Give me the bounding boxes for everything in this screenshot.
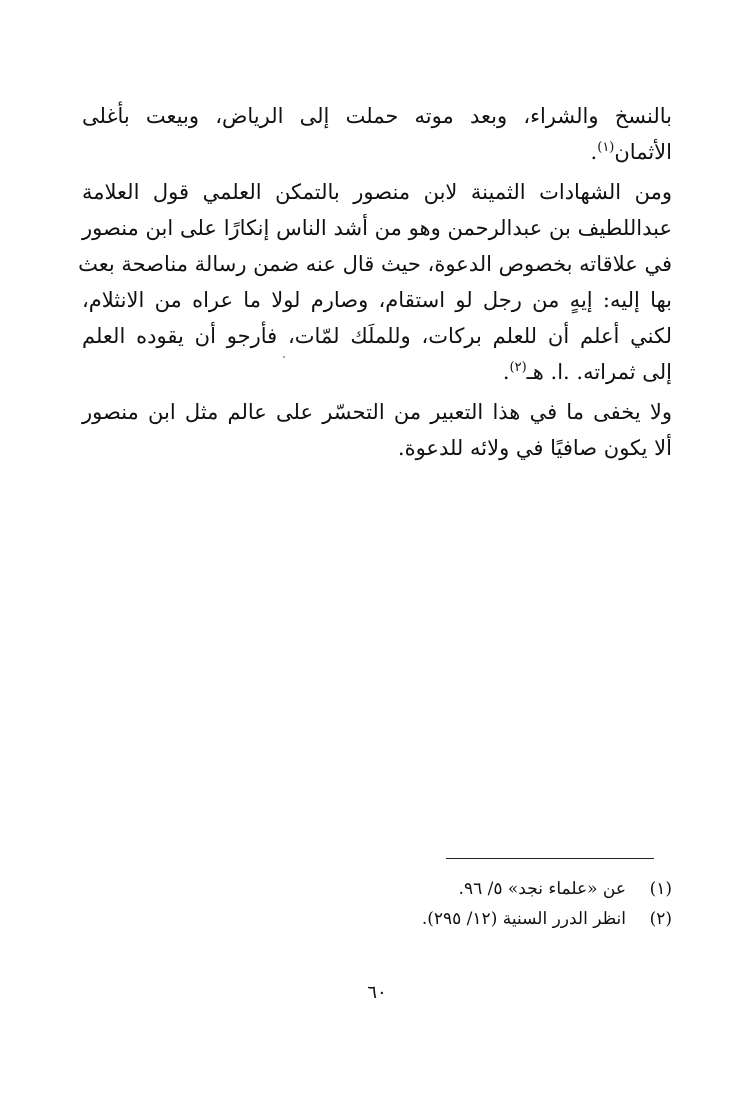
paragraph-2-line-1: ومن الشهادات الثمينة لابن منصور بالتمكن العلمي قول العلامة bbox=[82, 180, 672, 204]
footnote-1-text: عن «علماء نجد» ٥/ ٩٦. bbox=[458, 879, 626, 899]
page-number: ٦٠ bbox=[367, 982, 387, 1003]
paragraph-1-line-2 bbox=[82, 134, 672, 170]
paragraph-2-line-6 bbox=[82, 354, 672, 390]
paragraph-3 bbox=[82, 394, 672, 466]
footnote-2-number: (٢) bbox=[649, 909, 672, 929]
paragraph-1-line-1: بالنسخ والشراء، وبعد موته حملت إلى الرياض، وبيعت بأغلى bbox=[82, 104, 672, 128]
paragraph-2-line-3: في علاقاته بخصوص الدعوة، حيث قال عنه ضمن رسالة مناصحة بعث bbox=[78, 252, 672, 276]
footnote-ref-1: (١) bbox=[597, 140, 615, 155]
paragraph-2 bbox=[78, 174, 672, 390]
footnotes bbox=[82, 874, 672, 934]
footnote-2-text: انظر الدرر السنية (١٢/ ٢٩٥). bbox=[421, 909, 626, 929]
footnote-1-number: (١) bbox=[649, 879, 672, 899]
print-speck bbox=[283, 356, 285, 358]
paragraph-2-line-5: لكني أعلم أن للعلم بركات، وللملَك لمّات، فأرجو أن يقوده العلم bbox=[82, 324, 672, 348]
paragraph-2-line-6-text: إلى ثمراته. .ا. هـ bbox=[526, 360, 672, 384]
paragraph-1-tail: . bbox=[590, 140, 598, 164]
paragraph-1-line-2-text: الأثمان bbox=[614, 140, 672, 164]
footnote-1 bbox=[82, 874, 672, 904]
paragraph-2-line-4: بها إليه: إيهٍ من رجل لو استقام، وصارم لولا ما عراه من الانثلام، bbox=[82, 288, 672, 312]
paragraph-2-line-2: عبداللطيف بن عبدالرحمن وهو من أشد الناس إنكارًا على ابن منصور bbox=[82, 216, 672, 240]
footnote-separator bbox=[446, 858, 654, 859]
footnote-2 bbox=[82, 904, 672, 934]
paragraph-2-tail: . bbox=[502, 360, 510, 384]
paragraph-3-line-2: ألا يكون صافيًا في ولائه للدعوة. bbox=[397, 436, 672, 460]
footnote-ref-2: (٢) bbox=[509, 360, 527, 375]
paragraph-3-line-1: ولا يخفى ما في هذا التعبير من التحسّر على عالم مثل ابن منصور bbox=[82, 400, 672, 424]
paragraph-1 bbox=[82, 98, 672, 170]
